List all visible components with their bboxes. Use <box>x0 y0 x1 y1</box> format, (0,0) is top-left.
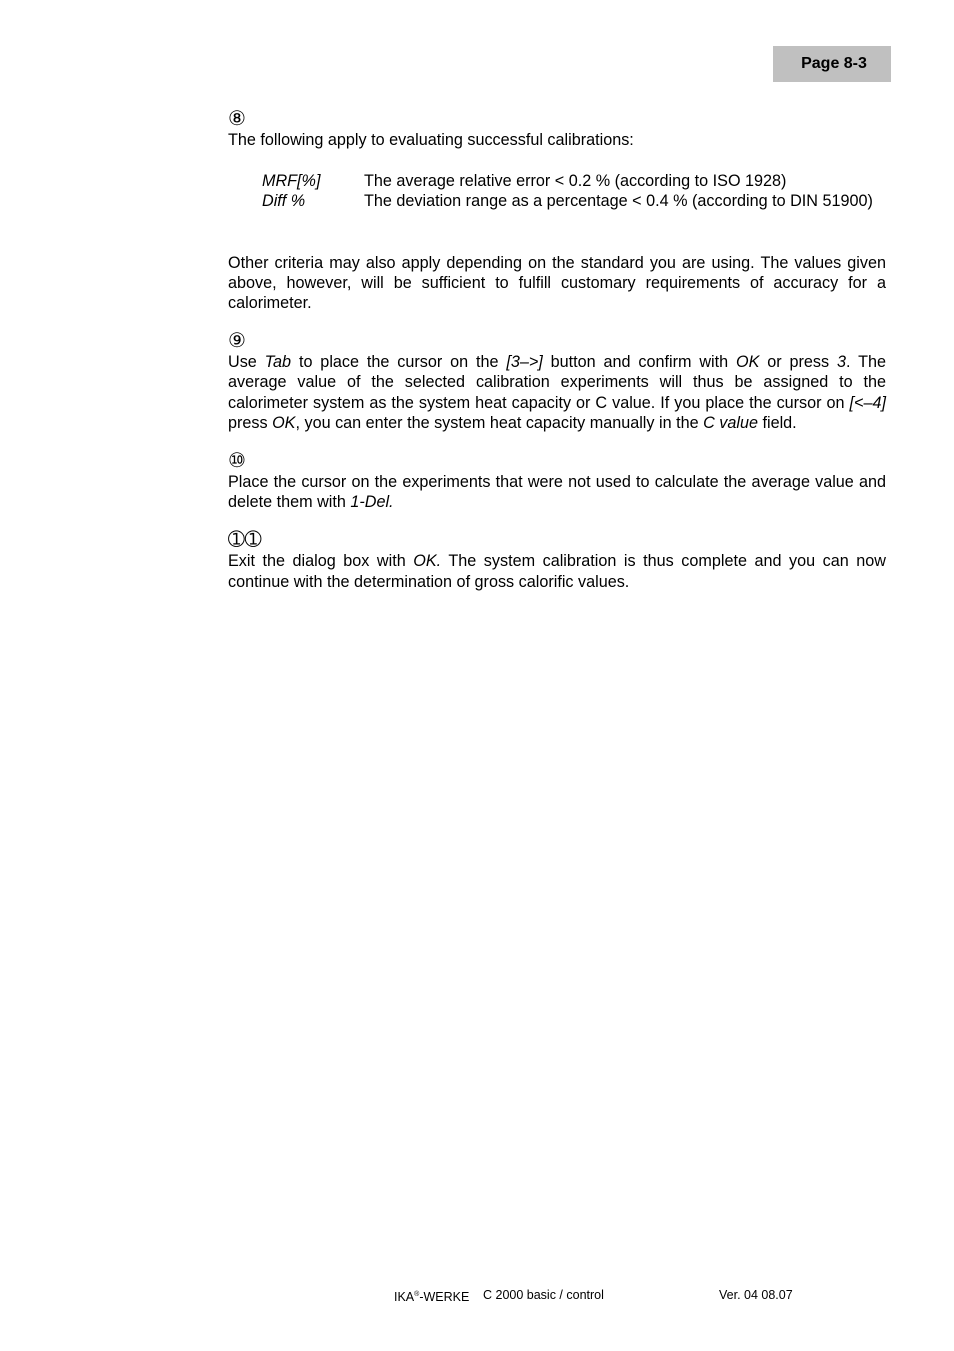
page-number-label: Page 8-3 <box>773 46 891 82</box>
step-9-marker: ⑨ <box>228 330 246 353</box>
step-11-text: Exit the dialog box with OK. The system calibration is thus complete and you can now continue with the determination of gross calorific values. <box>228 552 886 591</box>
criteria-term: Diff % <box>262 192 306 211</box>
step-10-marker: ⑩ <box>228 450 246 473</box>
footer-brand: IKA®-WERKE <box>394 1290 470 1304</box>
footer-product: C 2000 basic / control <box>483 1288 604 1302</box>
step-8-marker: ⑧ <box>228 108 246 130</box>
step-8-intro: The following apply to evaluating successful calibrations: <box>228 131 634 149</box>
criteria-note: Other criteria may also apply depending on the standard you are using. The values given above, however, will be sufficient to fulfill customary requirements of accuracy for a calorimeter. <box>228 253 886 313</box>
criteria-list <box>262 171 886 211</box>
step-10-text: Place the cursor on the experiments that were not used to calculate the average value and delete them with 1-Del. <box>228 473 886 512</box>
criteria-item-mrf <box>262 171 886 191</box>
page-content <box>228 108 886 592</box>
step-11-marker: ➀➀ <box>228 529 262 552</box>
criteria-description: The average relative error < 0.2 % (according to ISO 1928) <box>364 172 787 191</box>
criteria-description: The deviation range as a percentage < 0.4 % (according to DIN 51900) <box>364 192 873 211</box>
footer-version: Ver. 04 08.07 <box>719 1288 793 1302</box>
step-9-text: Use Tab to place the cursor on the [3–>] button and confirm with OK or press 3. The average value of the selected calibration experiments will thus be assigned to the calorimeter system as the system heat capacity or C value. If you place the cursor on [<–4] press OK, you can enter the system heat capacity manually in the C value field. <box>228 353 886 432</box>
criteria-item-diff <box>262 191 886 211</box>
criteria-term: MRF[%] <box>262 172 321 191</box>
